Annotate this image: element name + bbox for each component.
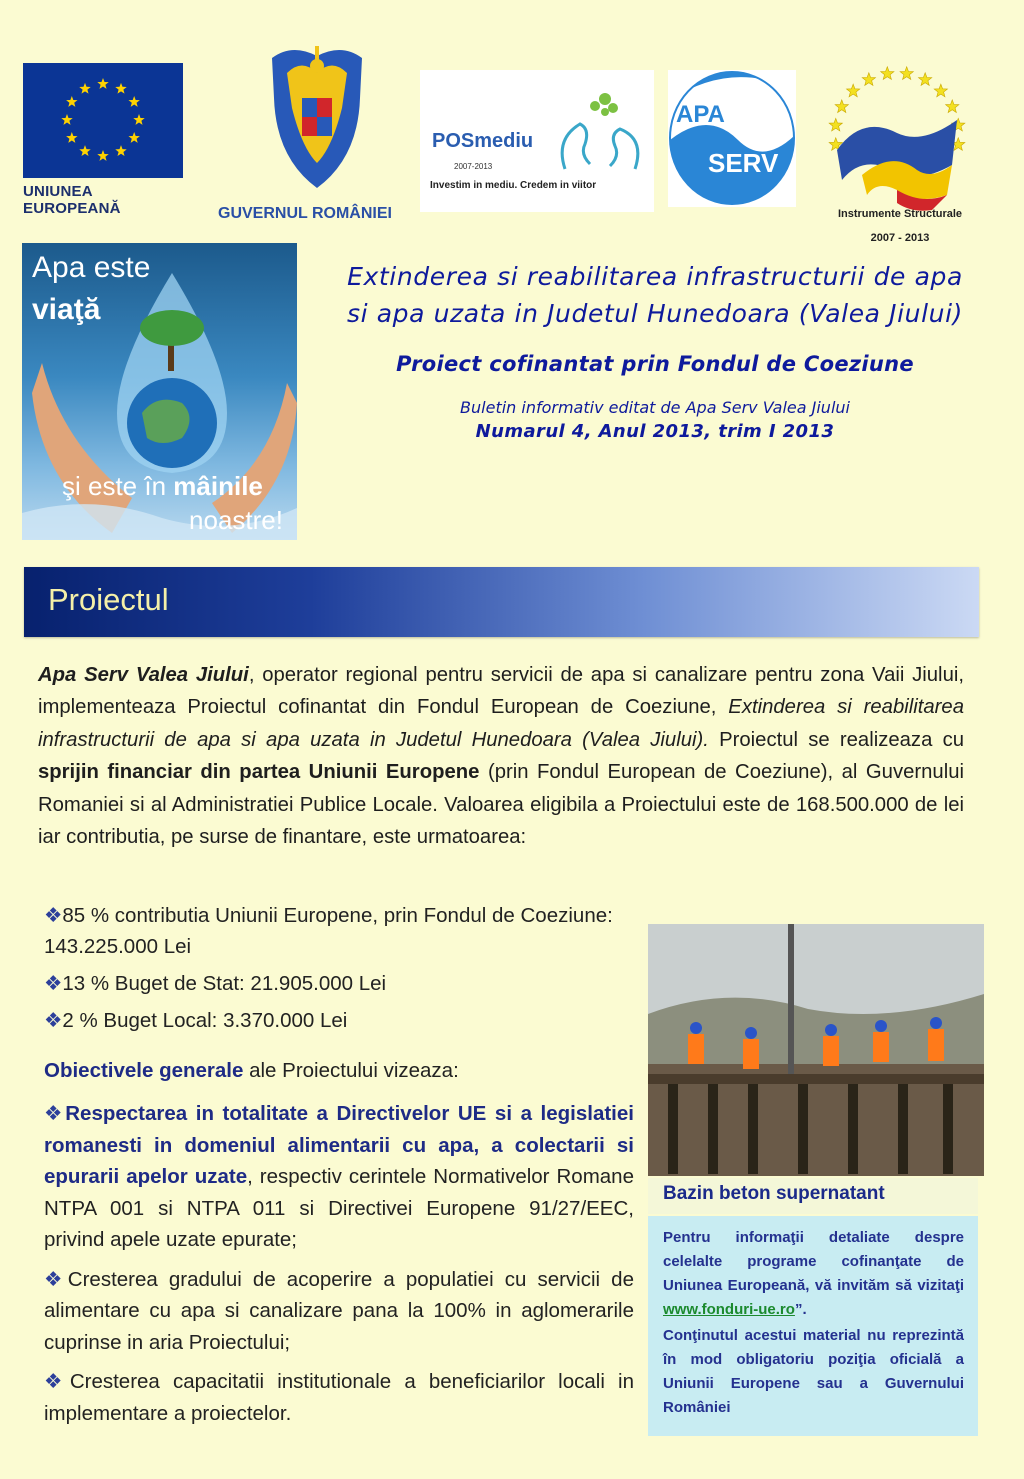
- intro-eu-support: sprijin financiar din partea Uniunii Europene: [38, 761, 480, 784]
- instr-star-icon: [881, 67, 894, 80]
- diamond-bullet-icon: ❖: [44, 904, 63, 927]
- water-text-line4: noastre!: [189, 505, 283, 535]
- eu-stars-icon: [23, 63, 183, 178]
- intro-company: Apa Serv Valea Jiului: [38, 664, 249, 686]
- instr-star-icon: [918, 73, 931, 86]
- intro-text-1: , operator regional pentru servicii de apa si canalizare pentru zona Vaii Jiului, implementeaza Proiectul cofinantat din Fondul European de Coeziune,: [38, 664, 964, 719]
- funding-list: [44, 900, 634, 1042]
- objective-2: Cresterea gradului de acoperire a populatiei cu servicii de alimentare cu apa si canalizare pana la 100% in aglomerarile cuprinse in aria Proiectului;: [44, 1267, 634, 1354]
- instrumente-structurale-years: 2007 - 2013: [870, 232, 930, 244]
- eu-flag-logo: [23, 63, 183, 178]
- objective-3: Cresterea capacitatii institutionale a beneficiarilor locali in implementare a proiectelor.: [44, 1370, 634, 1425]
- bulletin-line: Buletin informativ editat de Apa Serv Valea Jiului: [460, 398, 850, 417]
- info-text-start: Pentru informaţii detaliate despre celelalte programe cofinanţate de Uniunea Europeană, vă invităm să vizitaţi: [663, 1229, 964, 1294]
- eu-star-icon: [128, 96, 139, 107]
- apaserv-serv-text: SERV: [708, 148, 779, 178]
- diamond-bullet-icon: ❖: [44, 972, 63, 995]
- eu-star-icon: [115, 83, 126, 94]
- funding-item-text: 2 % Buget Local: 3.370.000 Lei: [62, 1009, 348, 1032]
- eu-caption: UNIUNEA EUROPEANĂ: [23, 183, 121, 217]
- section-title: Proiectul: [48, 582, 169, 617]
- objective-item: [44, 1098, 634, 1256]
- diamond-bullet-icon: ❖: [44, 1267, 68, 1291]
- romania-coat-of-arms-logo: [262, 38, 372, 193]
- water-text-line3a: şi este în: [62, 471, 174, 501]
- posmediu-years: 2007-2013: [454, 162, 493, 171]
- water-text-line1: Apa este: [32, 251, 151, 284]
- funding-item: [44, 900, 634, 962]
- workers-construction-icon: [648, 924, 984, 1176]
- objectives-heading: [44, 1059, 634, 1083]
- funding-item: [44, 1005, 634, 1036]
- eu-star-icon: [79, 83, 90, 94]
- eu-star-icon: [133, 114, 144, 125]
- intro-text-3: (prin Fondul European de Coeziune), al Guvernului Romaniei si al Administratiei Publice Locale. Valoarea eligibila a Proiectului este de 168.500.000 de lei iar contributia, pe surse de finantare, este urmatoarea:: [38, 761, 964, 849]
- eu-star-icon: [97, 78, 108, 89]
- instr-star-icon: [829, 118, 842, 131]
- objective-item: [44, 1366, 634, 1429]
- construction-photo: [648, 924, 984, 1176]
- diamond-bullet-icon: ❖: [44, 1102, 66, 1125]
- issue-line: Numarul 4, Anul 2013, trim I 2013: [475, 421, 835, 442]
- info-box: [648, 1216, 978, 1436]
- water-text-line2: viaţă: [32, 293, 101, 326]
- posmediu-logo: [420, 70, 654, 212]
- objective-item: [44, 1264, 634, 1359]
- fonduri-ue-link[interactable]: www.fonduri-ue.ro: [663, 1301, 795, 1318]
- funding-item-text: 85 % contributia Uniunii Europene, prin Fondul de Coeziune: 143.225.000 Lei: [44, 904, 613, 958]
- instrumente-structurale-logo: [822, 55, 972, 215]
- objectives-list: [44, 1098, 634, 1437]
- water-text-line3: [62, 471, 263, 502]
- eu-star-icon: [66, 132, 77, 143]
- eu-star-icon: [97, 150, 108, 161]
- objectives-heading-bold: Obiectivele generale: [44, 1059, 244, 1082]
- diamond-bullet-icon: ❖: [44, 1370, 70, 1393]
- romania-government-caption: GUVERNUL ROMÂNIEI: [218, 205, 392, 222]
- objective-1-bold: Respectarea in totalitate a Directivelor UE si a legislatiei romanesti in domeniul alimentarii cu apa, a colectarii si epurarii apelor uzate: [44, 1102, 634, 1188]
- apa-serv-logo: [668, 70, 796, 207]
- instr-star-icon: [946, 100, 959, 113]
- objective-1-rest: , respectiv cerintele Normativelor Romane NTPA 001 si NTPA 011 si Directivei Europene 91/27/EEC, privind apele uzate epurate;: [44, 1165, 634, 1251]
- photo-caption-box: [648, 1178, 978, 1214]
- apaserv-apa-text: APA: [676, 101, 725, 128]
- section-banner: [24, 567, 979, 637]
- header-block: [340, 258, 970, 442]
- document-subtitle: Proiect cofinantat prin Fondul de Coeziune: [396, 352, 914, 376]
- photo-caption: Bazin beton supernatant: [663, 1183, 885, 1204]
- intro-paragraph: [38, 659, 964, 853]
- instr-star-icon: [934, 84, 947, 97]
- objectives-heading-rest: ale Proiectului vizeaza:: [243, 1059, 459, 1082]
- eu-star-icon: [79, 145, 90, 156]
- info-paragraph-1: [663, 1226, 964, 1322]
- intro-text-2: Proiectul se realizeaza cu: [708, 728, 964, 751]
- intro-project-name: Extinderea si reabilitarea infrastructurii de apa si apa uzata in Judetul Hunedoara (Valea Jiului).: [38, 696, 964, 751]
- instr-star-icon: [862, 73, 875, 86]
- info-text-end: ”.: [794, 1301, 807, 1318]
- diamond-bullet-icon: ❖: [44, 1009, 63, 1032]
- instr-star-icon: [835, 100, 848, 113]
- instr-star-icon: [847, 84, 860, 97]
- eu-star-icon: [115, 145, 126, 156]
- water-text-line3b: mâinile: [173, 471, 263, 501]
- document-title: Extinderea si reabilitarea infrastructurii de apa si apa uzata in Judetul Hunedoara (Valea Jiului): [347, 262, 963, 328]
- eu-star-icon: [66, 96, 77, 107]
- instrumente-structurale-caption: Instrumente Structurale: [837, 208, 963, 220]
- hands-leaf-icon: [550, 84, 650, 174]
- eu-star-icon: [61, 114, 72, 125]
- instr-star-icon: [900, 67, 913, 80]
- funding-item-text: 13 % Buget de Stat: 21.905.000 Lei: [62, 972, 387, 995]
- info-paragraph-2: Conţinutul acestui material nu reprezintă în mod obligatoriu poziţia oficială a Uniunii Europene sau a Guvernului României: [663, 1327, 964, 1416]
- posmediu-slogan: Investim in mediu. Credem in viitor: [430, 180, 597, 191]
- eu-star-icon: [128, 132, 139, 143]
- water-drop-illustration: [22, 243, 297, 540]
- posmediu-name: POSmediu: [432, 130, 534, 152]
- funding-item: [44, 968, 634, 999]
